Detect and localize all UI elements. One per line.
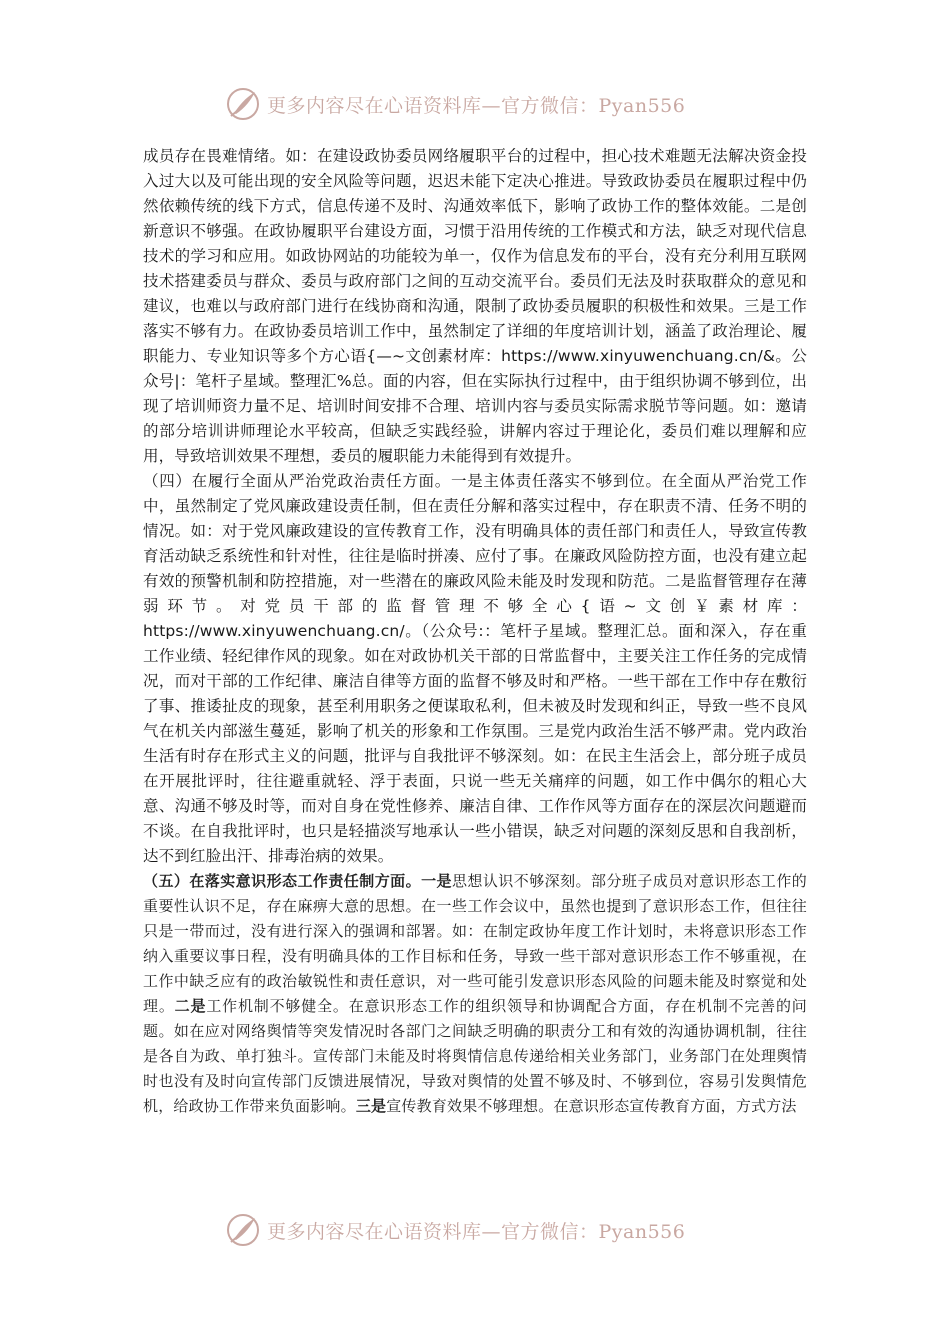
- paragraph-3-heading: （五）在落实意识形态工作责任制方面。: [143, 872, 422, 890]
- header-watermark-text: 更多内容尽在心语资料库—官方微信：Pyan556: [267, 94, 686, 117]
- paragraph-1: 成员存在畏难情绪。如：在建设政协委员网络履职平台的过程中，担心技术难题无法解决资金投入过大以及可能出现的安全风险等问题，迟迟未能下定决心推进。导致政协委员在履职过程中仍然依赖传统的线下方式，信息传递不及时、沟通效率低下，影响了政协工作的整体效能。二是创新意识不够强。在政协履职平台建设方面，习惯于沿用传统的工作模式和方法，缺乏对现代信息技术的学习和应用。如政协网站的功能较为单一，仅作为信息发布的平台，没有充分利用互联网技术搭建委员与群众、委员与政府部门之间的互动交流平台。委员们无法及时获取群众的意见和建议，也难以与政府部门进行在线协商和沟通，限制了政协委员履职的积极性和效果。三是工作落实不够有力。在政协委员培训工作中，虽然制定了详细的年度培训计划，涵盖了政治理论、履职能力、专业知识等多个方心语{—~文创素材库：https://www.xinyuwenchuang.cn/&。公众号|：笔杆子星域。整理汇%总。面的内容，但在实际执行过程中，由于组织协调不够到位，出现了培训师资力量不足、培训时间安排不合理、培训内容与委员实际需求脱节等问题。如：邀请的部分培训讲师理论水平较高，但缺乏实践经验，讲解内容过于理论化，委员们难以理解和应用，导致培训效果不理想，委员的履职能力未能得到有效提升。: [143, 147, 807, 465]
- footer-watermark-text: 更多内容尽在心语资料库—官方微信：Pyan556: [267, 1220, 686, 1243]
- point-three-text: 宣传教育效果不够理想。在意识形态宣传教育方面，方式方法: [386, 1097, 797, 1115]
- point-one-text: 思想认识不够深刻。部分班子成员对意识形态工作的重要性认识不足，存在麻痹大意的思想。在一些工作会议中，虽然也提到了意识形态工作，但往往只是一带而过，没有进行深入的强调和部署。如：在制定政协年度工作计划时，未将意识形态工作纳入重要议事日程，没有明确具体的工作目标和任务，导致一些干部对意识形态工作不够重视，在工作中缺乏应有的政治敏锐性和责任意识，对一些可能引发意识形态风险的问题未能及时察觉和处理。: [143, 872, 808, 1015]
- paragraph-2: （四）在履行全面从严治党政治责任方面。一是主体责任落实不够到位。在全面从严治党工作中，虽然制定了党风廉政建设责任制，但在责任分解和落实过程中，存在职责不清、任务不明的情况。如：对于党风廉政建设的宣传教育工作，没有明确具体的责任部门和责任人，导致宣传教育活动缺乏系统性和针对性，往往是临时拼凑、应付了事。在廉政风险防控方面，也没有建立起有效的预警机制和防控措施，对一些潜在的廉政风险未能及时发现和防范。二是监督管理存在薄弱环节。对党员干部的监督管理不够全心{语~文创￥素材库：https://www.xinyuwenchuang.cn/。（公众号:：笔杆子星域。整理汇总。面和深入，存在重工作业绩、轻纪律作风的现象。如在对政协机关干部的日常监督中，主要关注工作任务的完成情况，而对干部的工作纪律、廉洁自律等方面的监督不够及时和严格。一些干部在工作中存在敷衍了事、推诿扯皮的现象，甚至利用职务之便谋取私利，但未被及时发现和纠正，导致一些不良风气在机关内部滋生蔓延，影响了机关的形象和工作氛围。三是党内政治生活不够严肃。党内政治生活有时存在形式主义的问题，批评与自我批评不够深刻。如：在民主生活会上，部分班子成员在开展批评时，往往避重就轻、浮于表面，只说一些无关痛痒的问题，如工作中偶尔的粗心大意、沟通不够及时等，而对自身在党性修养、廉洁自律、工作作风等方面存在的深层次问题避而不谈。在自我批评时，也只是轻描淡写地承认一些小错误，缺乏对问题的深刻反思和自我剖析，达不到红脸出汗、排毒治病的效果。: [143, 472, 807, 865]
- footer-watermark-banner: [225, 1210, 745, 1250]
- point-two-text: 工作机制不够健全。在意识形态工作的组织领导和协调配合方面，存在机制不完善的问题。如在应对网络舆情等突发情况时各部门之间缺乏明确的职责分工和有效的沟通协调机制，往往是各自为政、单打独斗。宣传部门未能及时将舆情信息传递给相关业务部门，业务部门在处理舆情时也没有及时向宣传部门反馈进展情况，导致对舆情的处置不够及时、不够到位，容易引发舆情危机，给政协工作带来负面影响。: [143, 997, 807, 1115]
- feather-pen-logo-icon: [225, 86, 261, 122]
- point-three-label: 三是: [355, 1097, 387, 1115]
- header-watermark-banner: [225, 84, 745, 124]
- point-two-label: 二是: [174, 997, 207, 1015]
- document-body: [143, 144, 807, 1119]
- paragraph-3: [143, 869, 807, 1119]
- point-one-label: 一是: [421, 872, 452, 890]
- feather-pen-logo-icon: [225, 1212, 261, 1248]
